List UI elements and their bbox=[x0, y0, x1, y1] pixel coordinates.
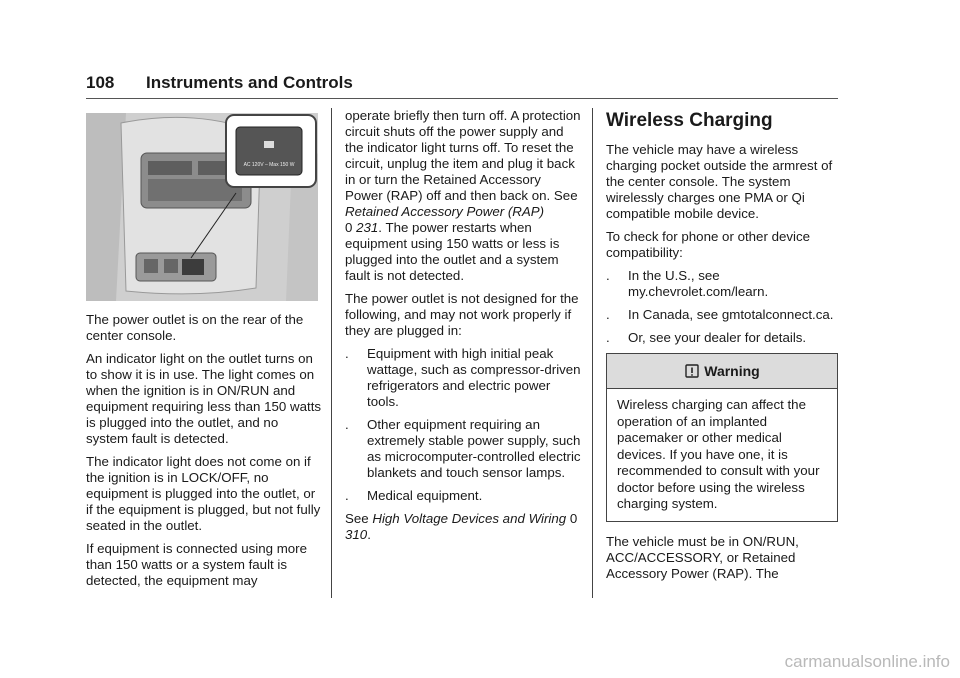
page-number: 108 bbox=[86, 73, 115, 92]
paragraph-text: . The power restarts when equipment using 150 watts or less is plugged into the outlet and a system fault is not detected. bbox=[345, 220, 560, 283]
warning-box bbox=[606, 353, 838, 522]
paragraph: The vehicle may have a wireless charging pocket outside the armrest of the center console. The system wirelessly charges one PMA or Qi compatible mobile device. bbox=[606, 142, 833, 221]
bullet-icon: . bbox=[345, 488, 349, 503]
bullet-icon: . bbox=[606, 268, 610, 283]
list-item-text: Medical equipment. bbox=[367, 488, 483, 503]
paragraph: The power outlet is on the rear of the center console. bbox=[86, 312, 304, 343]
list-item bbox=[606, 330, 838, 346]
paragraph: The power outlet is not designed for the following, and may not work properly if they are plugged in: bbox=[345, 291, 579, 338]
see-prefix: See bbox=[345, 511, 373, 526]
list-item-text: Other equipment requiring an extremely stable power supply, such as microcomputer-controlled electric blankets and touch sensor lamps. bbox=[367, 417, 581, 480]
paragraph: If equipment is connected using more than 150 watts or a system fault is detected, the equipment may bbox=[86, 541, 308, 588]
cross-reference-link[interactable]: High Voltage Devices and Wiring bbox=[372, 511, 567, 526]
bullet-icon: . bbox=[345, 346, 349, 361]
console-outlet-illustration bbox=[86, 113, 318, 301]
page-ref-arrow-icon: 0 bbox=[345, 220, 353, 235]
paragraph: To check for phone or other device compatibility: bbox=[606, 229, 811, 260]
list-item-text: Or, see your dealer for details. bbox=[628, 330, 807, 345]
list-item bbox=[606, 268, 838, 300]
see-suffix: . bbox=[367, 527, 371, 542]
paragraph bbox=[345, 108, 581, 284]
paragraph-text: operate briefly then turn off. A protection circuit shuts off the power supply and the indicator light turns off. To reset the circuit, unplug the item and plug it back in or turn the Retained Accessory Power (RAP) off and then back on. See bbox=[345, 108, 581, 203]
see-also bbox=[345, 511, 581, 543]
section-title: Instruments and Controls bbox=[146, 73, 353, 92]
section-heading: Wireless Charging bbox=[606, 110, 773, 131]
outlet-label: AC 120V – Max 150 W bbox=[243, 162, 295, 168]
column-3 bbox=[606, 110, 838, 589]
list-item bbox=[345, 417, 581, 481]
column-divider bbox=[331, 108, 332, 598]
watermark: carmanualsonline.info bbox=[784, 652, 950, 671]
list-item bbox=[606, 307, 838, 323]
list-item bbox=[345, 488, 581, 504]
list-item bbox=[345, 346, 581, 410]
page-ref-arrow-icon: 0 bbox=[569, 511, 578, 526]
bullet-icon: . bbox=[606, 307, 610, 322]
page-reference[interactable]: 310 bbox=[345, 527, 368, 542]
console-outlet-drawing bbox=[86, 113, 318, 301]
page-reference[interactable]: 231 bbox=[356, 220, 379, 235]
paragraph: The indicator light does not come on if the ignition is in LOCK/OFF, no equipment is plugged into the outlet, or if the equipment is plugged, but not fully seated in the outlet. bbox=[86, 454, 321, 533]
warning-text: Wireless charging can affect the operation of an implanted pacemaker or other medical devices. If you have one, it is recommended to consult with your doctor before using the wireless charging system. bbox=[617, 397, 820, 511]
column-2 bbox=[345, 108, 581, 550]
bullet-icon: . bbox=[606, 330, 610, 345]
paragraph: The vehicle must be in ON/RUN, ACC/ACCESSORY, or Retained Accessory Power (RAP). The bbox=[606, 533, 799, 581]
list-item-text: In the U.S., see my.chevrolet.com/learn. bbox=[628, 268, 769, 299]
warning-header bbox=[607, 354, 837, 389]
warning-title: Warning bbox=[704, 363, 760, 379]
cross-reference-link[interactable]: Retained Accessory Power (RAP) bbox=[345, 204, 545, 219]
bullet-icon: . bbox=[345, 417, 349, 432]
warning-icon bbox=[684, 363, 700, 379]
column-1 bbox=[86, 312, 322, 596]
list-item-text: Equipment with high initial peak wattage, such as compressor-driven refrigerators and electric power tools. bbox=[367, 346, 581, 409]
page-header bbox=[86, 68, 838, 99]
paragraph: An indicator light on the outlet turns on to show it is in use. The light comes on when the ignition is in ON/RUN and equipment requiring less than 150 watts is plugged into the outlet, and no system fault is detected. bbox=[86, 351, 322, 446]
column-divider bbox=[592, 108, 593, 598]
list-item-text: In Canada, see gmtotalconnect.ca. bbox=[628, 307, 834, 322]
